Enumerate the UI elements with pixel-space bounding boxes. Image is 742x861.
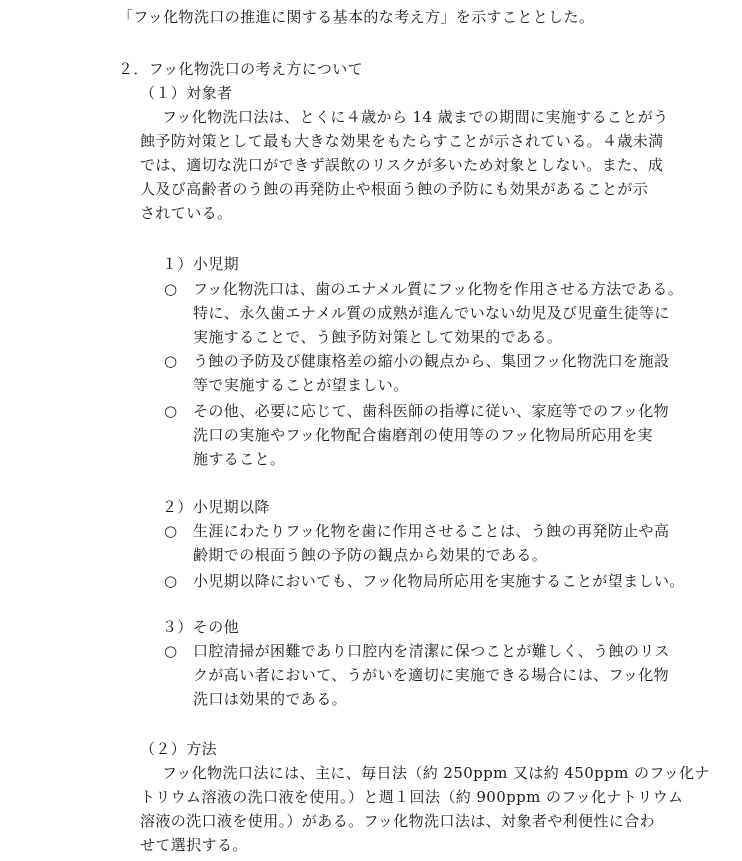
- circle-bullet-icon: ○: [164, 572, 178, 590]
- paragraph-line: では、適切な洗口ができず誤飲のリスクが多いため対象としない。また、成: [140, 156, 664, 174]
- list-item-line: 生涯にわたりフッ化物を歯に作用させることは、う蝕の再発防止や高: [193, 522, 670, 540]
- section-heading: ２．フッ化物洗口の考え方について: [118, 60, 364, 78]
- paragraph-line: せて選択する。: [140, 836, 248, 854]
- paragraph-line: 溶液の洗口液を使用。）がある。フッ化物洗口法は、対象者や利便性に合わ: [140, 812, 656, 830]
- list-item-line: う蝕の予防及び健康格差の縮小の観点から、集団フッ化物洗口を施設: [193, 352, 670, 370]
- circle-bullet-icon: ○: [164, 352, 178, 370]
- group-heading-after-childhood: ２）小児期以降: [162, 498, 270, 516]
- group-heading-childhood: １）小児期: [162, 255, 240, 273]
- intro-line: 「フッ化物洗口の推進に関する基本的な考え方」を示すこととした。: [118, 8, 595, 26]
- paragraph-line: 蝕予防対策として最も大きな効果をもたらすことが示されている。４歳未満: [140, 132, 664, 150]
- paragraph-line: フッ化物洗口法には、主に、毎日法（約 250ppm 又は約 450ppm のフッ化ナ: [162, 764, 710, 782]
- circle-bullet-icon: ○: [164, 642, 178, 660]
- list-item-line: 齢期での根面う蝕の予防の観点から効果的である。: [193, 546, 548, 564]
- list-item-line: 洗口は効果的である。: [193, 690, 348, 708]
- circle-bullet-icon: ○: [164, 402, 178, 420]
- circle-bullet-icon: ○: [164, 280, 178, 298]
- list-item-line: 小児期以降においても、フッ化物局所応用を実施することが望ましい。: [193, 572, 685, 590]
- paragraph-line: 人及び高齢者のう蝕の再発防止や根面う蝕の予防にも効果があることが示: [140, 180, 649, 198]
- subsection-heading-target: （１）対象者: [140, 84, 233, 102]
- list-item-line: その他、必要に応じて、歯科医師の指導に従い、家庭等でのフッ化物: [193, 402, 670, 420]
- list-item-line: 口腔清掃が困難であり口腔内を清潔に保つことが難しく、う蝕のリス: [193, 642, 670, 660]
- list-item-line: 特に、永久歯エナメル質の成熟が進んでいない幼児及び児童生徒等に: [193, 304, 670, 322]
- list-item-line: フッ化物洗口は、歯のエナメル質にフッ化物を作用させる方法である。: [193, 280, 684, 298]
- paragraph-line: フッ化物洗口法は、とくに４歳から 14 歳までの期間に実施することがう: [162, 108, 669, 126]
- list-item-line: 実施することで、う蝕予防対策として効果的である。: [193, 328, 563, 346]
- paragraph-line: されている。: [140, 204, 233, 222]
- list-item-line: 洗口の実施やフッ化物配合歯磨剤の使用等のフッ化物局所応用を実: [193, 426, 653, 444]
- group-heading-other: ３）その他: [162, 618, 240, 636]
- subsection-heading-method: （２）方法: [140, 740, 218, 758]
- paragraph-line: トリウム溶液の洗口液を使用。）と週１回法（約 900ppm のフッ化ナトリウム: [140, 788, 684, 806]
- list-item-line: 等で実施することが望ましい。: [193, 376, 409, 394]
- list-item-line: 施すること。: [193, 450, 286, 468]
- list-item-line: クが高い者において、うがいを適切に実施できる場合には、フッ化物: [193, 666, 670, 684]
- circle-bullet-icon: ○: [164, 522, 178, 540]
